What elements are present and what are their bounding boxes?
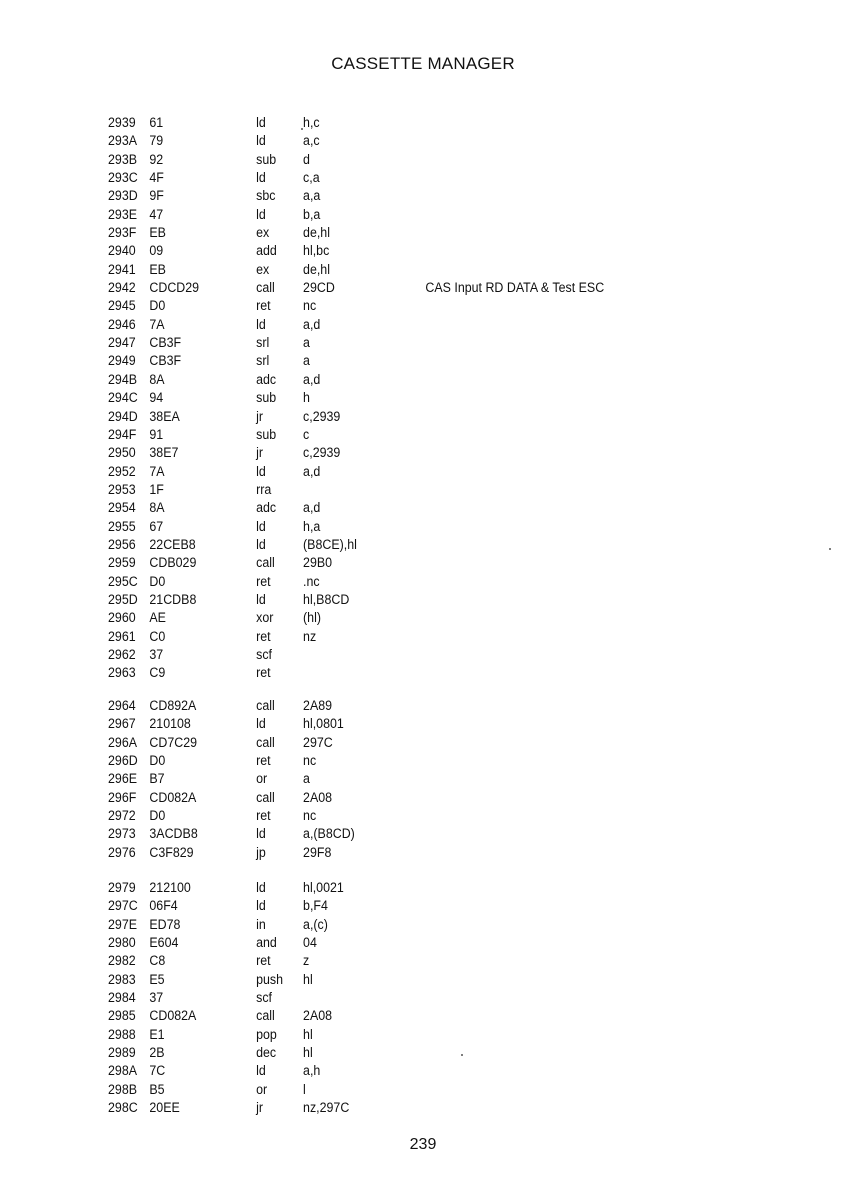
listing-line bbox=[108, 879, 660, 897]
mnemonic: ret bbox=[256, 573, 271, 589]
listing-line bbox=[108, 554, 660, 572]
hex-bytes: E604 bbox=[149, 935, 179, 951]
listing-line bbox=[108, 334, 660, 352]
mnemonic: sub bbox=[256, 390, 277, 406]
listing-line bbox=[108, 1044, 660, 1062]
listing-line bbox=[108, 169, 660, 187]
operand: 297C bbox=[303, 734, 333, 750]
operand: l bbox=[303, 1081, 306, 1097]
hex-bytes: 1F bbox=[149, 481, 164, 497]
operand: de,hl bbox=[303, 225, 330, 241]
listing-line bbox=[108, 697, 660, 715]
operand: c,a bbox=[303, 170, 320, 186]
operand: a,d bbox=[303, 316, 321, 332]
address: 294F bbox=[108, 426, 137, 442]
operand: a,c bbox=[303, 133, 320, 149]
scan-speck bbox=[301, 128, 303, 130]
mnemonic: scf bbox=[256, 990, 273, 1006]
hex-bytes: CDCD29 bbox=[149, 280, 200, 296]
mnemonic: adc bbox=[256, 371, 277, 387]
hex-bytes: 8A bbox=[149, 371, 165, 387]
mnemonic: ld bbox=[256, 1063, 266, 1079]
listing-block bbox=[108, 697, 708, 862]
address: 2945 bbox=[108, 298, 136, 314]
address: 2949 bbox=[108, 353, 136, 369]
address: 295C bbox=[108, 573, 138, 589]
mnemonic: ret bbox=[256, 628, 271, 644]
address: 2979 bbox=[108, 880, 136, 895]
operand: nc bbox=[303, 753, 317, 769]
hex-bytes: 94 bbox=[149, 390, 164, 406]
mnemonic: jr bbox=[256, 1100, 264, 1116]
hex-bytes: 212100 bbox=[149, 880, 191, 895]
listing-line bbox=[108, 316, 660, 334]
page-title: CASSETTE MANAGER bbox=[331, 54, 515, 73]
hex-bytes: CB3F bbox=[149, 335, 182, 351]
listing-line bbox=[108, 187, 660, 205]
mnemonic: ret bbox=[256, 298, 271, 314]
address: 2961 bbox=[108, 628, 136, 644]
mnemonic: call bbox=[256, 1008, 275, 1024]
address: 2989 bbox=[108, 1045, 136, 1061]
listing-line bbox=[108, 426, 660, 444]
hex-bytes: D0 bbox=[149, 573, 166, 589]
mnemonic: call bbox=[256, 555, 275, 571]
operand: 2A89 bbox=[303, 698, 333, 713]
address: 2954 bbox=[108, 500, 136, 516]
address: 293B bbox=[108, 151, 138, 167]
listing-block bbox=[108, 114, 708, 683]
listing-line bbox=[108, 573, 660, 591]
listing-line bbox=[108, 934, 660, 952]
mnemonic: ex bbox=[256, 261, 270, 277]
operand: hl,0801 bbox=[303, 716, 344, 732]
listing-line bbox=[108, 971, 660, 989]
address: 293F bbox=[108, 225, 137, 241]
listing-line bbox=[108, 279, 660, 297]
mnemonic: ld bbox=[256, 115, 266, 130]
listing-line bbox=[108, 1007, 660, 1025]
operand: a bbox=[303, 771, 310, 787]
address: 2952 bbox=[108, 463, 136, 479]
listing-line bbox=[108, 114, 660, 132]
operand: nz bbox=[303, 628, 317, 644]
address: 2973 bbox=[108, 826, 136, 842]
address: 293E bbox=[108, 206, 138, 222]
hex-bytes: 9F bbox=[149, 188, 164, 204]
mnemonic: ld bbox=[256, 826, 266, 842]
mnemonic: ret bbox=[256, 753, 271, 769]
mnemonic: call bbox=[256, 698, 275, 713]
address: 2963 bbox=[108, 665, 136, 681]
listing-line bbox=[108, 536, 660, 554]
address: 2967 bbox=[108, 716, 136, 732]
address: 2980 bbox=[108, 935, 136, 951]
page-number: 239 bbox=[409, 1136, 437, 1153]
listing-line bbox=[108, 715, 660, 733]
listing-line bbox=[108, 897, 660, 915]
hex-bytes: 38E7 bbox=[149, 445, 179, 461]
address: 2942 bbox=[108, 280, 136, 296]
hex-bytes: 38EA bbox=[149, 408, 180, 424]
hex-bytes: 4F bbox=[149, 170, 164, 186]
address: 2939 bbox=[108, 115, 136, 130]
hex-bytes: CDB029 bbox=[149, 555, 197, 571]
hex-bytes: D0 bbox=[149, 298, 166, 314]
listing-line bbox=[108, 297, 660, 315]
operand: .nc bbox=[303, 573, 320, 589]
operand: hl,bc bbox=[303, 243, 330, 259]
listing-line bbox=[108, 591, 660, 609]
hex-bytes: 92 bbox=[149, 151, 164, 167]
address: 296F bbox=[108, 789, 137, 805]
operand: hl bbox=[303, 1026, 313, 1042]
hex-bytes: C3F829 bbox=[149, 844, 194, 860]
mnemonic: srl bbox=[256, 353, 270, 369]
operand: a,d bbox=[303, 500, 321, 516]
hex-bytes: CD082A bbox=[149, 789, 197, 805]
listing-line bbox=[108, 444, 660, 462]
listing-line bbox=[108, 628, 660, 646]
operand: de,hl bbox=[303, 261, 330, 277]
hex-bytes: B5 bbox=[149, 1081, 165, 1097]
hex-bytes: 7A bbox=[149, 316, 165, 332]
address: 2955 bbox=[108, 518, 136, 534]
address: 293A bbox=[108, 133, 138, 149]
hex-bytes: 7C bbox=[149, 1063, 166, 1079]
mnemonic: ex bbox=[256, 225, 270, 241]
address: 293C bbox=[108, 170, 138, 186]
mnemonic: jr bbox=[256, 408, 264, 424]
mnemonic: ld bbox=[256, 206, 266, 222]
comment: CAS Input RD DATA & Test ESC bbox=[425, 280, 605, 296]
mnemonic: call bbox=[256, 734, 275, 750]
operand: nz,297C bbox=[303, 1100, 350, 1116]
mnemonic: xor bbox=[256, 610, 274, 626]
address: 2941 bbox=[108, 261, 136, 277]
hex-bytes: CB3F bbox=[149, 353, 182, 369]
operand: a,a bbox=[303, 188, 321, 204]
mnemonic: call bbox=[256, 789, 275, 805]
listing-line bbox=[108, 206, 660, 224]
operand: 29B0 bbox=[303, 555, 333, 571]
listing-line bbox=[108, 371, 660, 389]
operand: (hl) bbox=[303, 610, 321, 626]
hex-bytes: 37 bbox=[149, 646, 164, 662]
address: 294B bbox=[108, 371, 138, 387]
hex-bytes: C9 bbox=[149, 665, 166, 681]
mnemonic: ld bbox=[256, 591, 266, 607]
address: 298C bbox=[108, 1100, 138, 1116]
mnemonic: or bbox=[256, 771, 268, 787]
operand: a,h bbox=[303, 1063, 321, 1079]
mnemonic: or bbox=[256, 1081, 268, 1097]
address: 2953 bbox=[108, 481, 136, 497]
mnemonic: call bbox=[256, 280, 275, 296]
hex-bytes: EB bbox=[149, 225, 166, 241]
hex-bytes: CD892A bbox=[149, 698, 197, 713]
operand: c,2939 bbox=[303, 445, 341, 461]
address: 294C bbox=[108, 390, 138, 406]
mnemonic: ld bbox=[256, 463, 266, 479]
operand: a,(B8CD) bbox=[303, 826, 355, 842]
hex-bytes: 91 bbox=[149, 426, 164, 442]
listing-line bbox=[108, 734, 660, 752]
listing-line bbox=[108, 499, 660, 517]
address: 2959 bbox=[108, 555, 136, 571]
mnemonic: jr bbox=[256, 445, 264, 461]
listing-line bbox=[108, 151, 660, 169]
mnemonic: sub bbox=[256, 426, 277, 442]
address: 297E bbox=[108, 916, 138, 932]
mnemonic: dec bbox=[256, 1045, 277, 1061]
hex-bytes: D0 bbox=[149, 808, 166, 824]
mnemonic: ld bbox=[256, 898, 266, 914]
hex-bytes: 09 bbox=[149, 243, 164, 259]
mnemonic: srl bbox=[256, 335, 270, 351]
address: 2950 bbox=[108, 445, 136, 461]
address: 2964 bbox=[108, 698, 136, 713]
mnemonic: ld bbox=[256, 316, 266, 332]
address: 2982 bbox=[108, 953, 136, 969]
operand: nc bbox=[303, 808, 317, 824]
operand: a,d bbox=[303, 463, 321, 479]
operand: hl bbox=[303, 1045, 313, 1061]
operand: 2A08 bbox=[303, 1008, 333, 1024]
address: 2947 bbox=[108, 335, 136, 351]
address: 2988 bbox=[108, 1026, 136, 1042]
hex-bytes: ED78 bbox=[149, 916, 181, 932]
listing-line bbox=[108, 646, 660, 664]
mnemonic: sub bbox=[256, 151, 277, 167]
address: 2972 bbox=[108, 808, 136, 824]
listing-line bbox=[108, 952, 660, 970]
address: 298B bbox=[108, 1081, 138, 1097]
hex-bytes: 22CEB8 bbox=[149, 536, 196, 552]
operand: h bbox=[303, 390, 310, 406]
hex-bytes: 2B bbox=[149, 1045, 165, 1061]
listing-line bbox=[108, 481, 660, 499]
operand: b,a bbox=[303, 206, 321, 222]
listing-line bbox=[108, 408, 660, 426]
hex-bytes: 210108 bbox=[149, 716, 191, 732]
address: 2940 bbox=[108, 243, 136, 259]
mnemonic: pop bbox=[256, 1026, 277, 1042]
operand: 29CD bbox=[303, 280, 335, 296]
address: 2976 bbox=[108, 844, 136, 860]
hex-bytes: 20EE bbox=[149, 1100, 180, 1116]
hex-bytes: 06F4 bbox=[149, 898, 178, 914]
mnemonic: add bbox=[256, 243, 277, 259]
mnemonic: ret bbox=[256, 953, 271, 969]
operand: a bbox=[303, 353, 310, 369]
address: 2960 bbox=[108, 610, 136, 626]
mnemonic: rra bbox=[256, 481, 272, 497]
listing-line bbox=[108, 518, 660, 536]
listing-line bbox=[108, 463, 660, 481]
listing-line bbox=[108, 1026, 660, 1044]
hex-bytes: E1 bbox=[149, 1026, 165, 1042]
mnemonic: scf bbox=[256, 646, 273, 662]
mnemonic: ld bbox=[256, 170, 266, 186]
operand: d bbox=[303, 151, 310, 167]
address: 2985 bbox=[108, 1008, 136, 1024]
hex-bytes: 7A bbox=[149, 463, 165, 479]
operand: (B8CE),hl bbox=[303, 536, 357, 552]
listing-line bbox=[108, 989, 660, 1007]
hex-bytes: E5 bbox=[149, 971, 165, 987]
listing-line bbox=[108, 770, 660, 788]
operand: c bbox=[303, 426, 310, 442]
listing-line bbox=[108, 389, 660, 407]
operand: z bbox=[303, 953, 310, 969]
address: 296E bbox=[108, 771, 138, 787]
hex-bytes: 61 bbox=[149, 115, 164, 130]
mnemonic: push bbox=[256, 971, 284, 987]
operand: hl bbox=[303, 971, 313, 987]
listing-line bbox=[108, 224, 660, 242]
hex-bytes: C8 bbox=[149, 953, 166, 969]
listing-line bbox=[108, 844, 660, 862]
listing-line bbox=[108, 807, 660, 825]
operand: a,d bbox=[303, 371, 321, 387]
hex-bytes: 8A bbox=[149, 500, 165, 516]
operand: 2A08 bbox=[303, 789, 333, 805]
address: 2983 bbox=[108, 971, 136, 987]
address: 296A bbox=[108, 734, 138, 750]
address: 2984 bbox=[108, 990, 136, 1006]
scan-speck bbox=[829, 548, 831, 550]
hex-bytes: 79 bbox=[149, 133, 164, 149]
hex-bytes: AE bbox=[149, 610, 166, 626]
address: 298A bbox=[108, 1063, 138, 1079]
listing-line bbox=[108, 825, 660, 843]
address: 296D bbox=[108, 753, 138, 769]
hex-bytes: D0 bbox=[149, 753, 166, 769]
mnemonic: jp bbox=[256, 844, 266, 860]
address: 293D bbox=[108, 188, 138, 204]
hex-bytes: 47 bbox=[149, 206, 164, 222]
hex-bytes: 37 bbox=[149, 990, 164, 1006]
hex-bytes: C0 bbox=[149, 628, 166, 644]
mnemonic: ret bbox=[256, 665, 271, 681]
hex-bytes: 21CDB8 bbox=[149, 591, 197, 607]
listing-block bbox=[108, 879, 708, 1117]
operand: a,(c) bbox=[303, 916, 328, 932]
mnemonic: ld bbox=[256, 133, 266, 149]
listing-line bbox=[108, 1081, 660, 1099]
mnemonic: adc bbox=[256, 500, 277, 516]
listing-line bbox=[108, 132, 660, 150]
listing-line bbox=[108, 1062, 660, 1080]
operand: hl,0021 bbox=[303, 880, 344, 895]
address: 2962 bbox=[108, 646, 136, 662]
listing-line bbox=[108, 664, 660, 682]
hex-bytes: B7 bbox=[149, 771, 165, 787]
mnemonic: ld bbox=[256, 536, 266, 552]
address: 2956 bbox=[108, 536, 136, 552]
address: 2946 bbox=[108, 316, 136, 332]
operand: 04 bbox=[303, 935, 317, 951]
scan-speck bbox=[461, 1054, 463, 1056]
listing-line bbox=[108, 261, 660, 279]
address: 294D bbox=[108, 408, 138, 424]
listing-line bbox=[108, 242, 660, 260]
operand: b,F4 bbox=[303, 898, 328, 914]
mnemonic: in bbox=[256, 916, 266, 932]
mnemonic: ret bbox=[256, 808, 271, 824]
listing-line bbox=[108, 916, 660, 934]
hex-bytes: 3ACDB8 bbox=[149, 826, 198, 842]
listing-line bbox=[108, 752, 660, 770]
mnemonic: sbc bbox=[256, 188, 276, 204]
mnemonic: ld bbox=[256, 716, 266, 732]
listing-line bbox=[108, 1099, 660, 1117]
operand: h,c bbox=[303, 115, 320, 130]
operand: 29F8 bbox=[303, 844, 332, 860]
address: 297C bbox=[108, 898, 138, 914]
mnemonic: and bbox=[256, 935, 277, 951]
hex-bytes: EB bbox=[149, 261, 166, 277]
hex-bytes: CD082A bbox=[149, 1008, 197, 1024]
hex-bytes: 67 bbox=[149, 518, 164, 534]
listing-line bbox=[108, 789, 660, 807]
operand: c,2939 bbox=[303, 408, 341, 424]
operand: h,a bbox=[303, 518, 321, 534]
operand: hl,B8CD bbox=[303, 591, 350, 607]
listing-line bbox=[108, 352, 660, 370]
mnemonic: ld bbox=[256, 880, 266, 895]
hex-bytes: CD7C29 bbox=[149, 734, 198, 750]
mnemonic: ld bbox=[256, 518, 266, 534]
listing-line bbox=[108, 609, 660, 627]
address: 295D bbox=[108, 591, 138, 607]
operand: a bbox=[303, 335, 310, 351]
operand: nc bbox=[303, 298, 317, 314]
